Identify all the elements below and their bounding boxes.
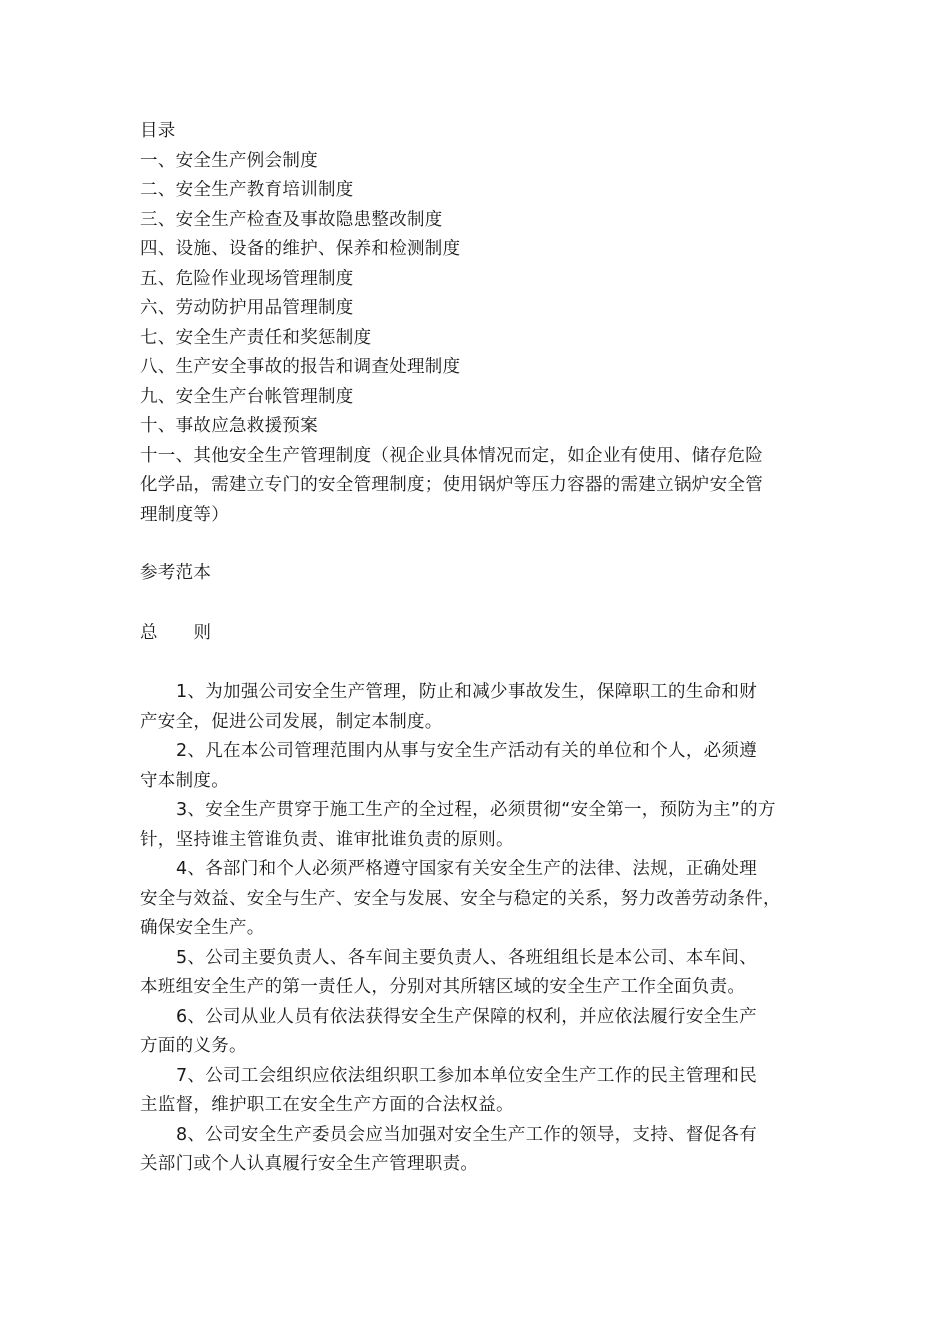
paragraph-line: 2、凡在本公司管理范围内从事与安全生产活动有关的单位和个人，必须遵 xyxy=(176,741,758,761)
general-title-right: 则 xyxy=(193,622,211,643)
paragraph-line: 5、公司主要负责人、各车间主要负责人、各班组组长是本公司、本车间、 xyxy=(176,947,758,968)
toc-item: 七、安全生产责任和奖惩制度 xyxy=(140,327,372,348)
toc-item-11-line: 理制度等） xyxy=(140,504,229,525)
toc-title: 目录 xyxy=(140,121,176,141)
paragraph-line: 关部门或个人认真履行安全生产管理职责。 xyxy=(140,1154,479,1174)
paragraph-line: 7、公司工会组织应依法组织职工参加本单位安全生产工作的民主管理和民 xyxy=(176,1065,758,1086)
document-body xyxy=(140,117,816,1180)
toc-item: 一、安全生产例会制度 xyxy=(140,150,318,171)
toc-item: 八、生产安全事故的报告和调查处理制度 xyxy=(140,357,461,377)
toc-item: 三、安全生产检查及事故隐患整改制度 xyxy=(140,209,443,230)
paragraph-line: 1、为加强公司安全生产管理，防止和减少事故发生，保障职工的生命和财 xyxy=(176,682,758,702)
paragraph-line: 本班组安全生产的第一责任人，分别对其所辖区域的安全生产工作全面负责。 xyxy=(140,977,746,997)
paragraph-line: 3、安全生产贯穿于施工生产的全过程，必须贯彻“安全第一，预防为主”的方 xyxy=(176,800,776,820)
paragraph-line: 确保安全生产。 xyxy=(140,918,265,938)
toc-item-11-line: 化学品，需建立专门的安全管理制度；使用锅炉等压力容器的需建立锅炉安全管 xyxy=(140,475,763,495)
general-title-left: 总 xyxy=(140,622,158,643)
paragraph-line: 方面的义务。 xyxy=(140,1036,247,1056)
paragraph-line: 主监督，维护职工在安全生产方面的合法权益。 xyxy=(140,1095,514,1115)
toc-list xyxy=(140,147,816,531)
paragraph-line: 8、公司安全生产委员会应当加强对安全生产工作的领导，支持、督促各有 xyxy=(176,1124,758,1145)
toc-item-11-line: 十一、其他安全生产管理制度（视企业具体情况而定，如企业有使用、储存危险 xyxy=(140,445,763,466)
paragraph-line: 产安全，促进公司发展，制定本制度。 xyxy=(140,711,443,732)
toc-item: 九、安全生产台帐管理制度 xyxy=(140,386,354,407)
toc-item: 二、安全生产教育培训制度 xyxy=(140,180,354,200)
toc-item: 五、危险作业现场管理制度 xyxy=(140,268,354,289)
toc-item: 四、设施、设备的维护、保养和检测制度 xyxy=(140,239,461,259)
paragraph-line: 守本制度。 xyxy=(140,770,229,791)
general-paragraphs xyxy=(140,678,816,1180)
paragraph-line: 4、各部门和个人必须严格遵守国家有关安全生产的法律、法规，正确处理 xyxy=(176,859,758,879)
paragraph-line: 安全与效益、安全与生产、安全与发展、安全与稳定的关系，努力改善劳动条件， xyxy=(140,888,781,909)
general-provisions-title xyxy=(140,619,816,649)
paragraph-line: 针，坚持谁主管谁负责、谁审批谁负责的原则。 xyxy=(140,829,514,850)
reference-title: 参考范本 xyxy=(140,563,212,583)
toc-item: 十、事故应急救援预案 xyxy=(140,416,318,436)
paragraph-line: 6、公司从业人员有依法获得安全生产保障的权利，并应依法履行安全生产 xyxy=(176,1006,758,1027)
toc-item: 六、劳动防护用品管理制度 xyxy=(140,298,354,318)
